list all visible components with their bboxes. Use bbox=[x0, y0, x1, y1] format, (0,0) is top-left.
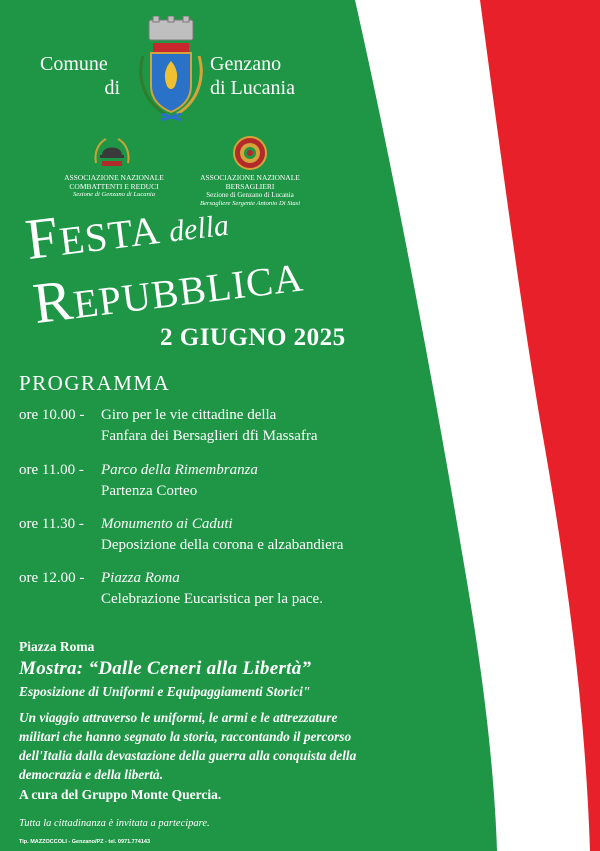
mostra-desc-line: dell'Italia dalla devastazione della guerra alla conquista della bbox=[19, 748, 357, 763]
mostra-desc-line: democrazia e della libertà. bbox=[19, 767, 164, 782]
program-time: ore 11.00 - bbox=[19, 462, 84, 478]
program-item bbox=[19, 568, 323, 610]
program-item bbox=[19, 514, 343, 556]
assoc-1-sub: Sezione di Genzano di Lucania bbox=[72, 191, 156, 198]
event-date: 2 GIUGNO 2025 bbox=[160, 324, 346, 351]
program-desc: Celebrazione Eucaristica per la pace. bbox=[101, 591, 323, 607]
title-della: della bbox=[167, 208, 231, 249]
title-repubblica-rest: EPUBBLICA bbox=[70, 254, 306, 328]
title-festa-rest: ESTA bbox=[57, 207, 161, 264]
mostra-location: Piazza Roma bbox=[19, 639, 95, 654]
program-place: Piazza Roma bbox=[101, 570, 180, 586]
program-desc: Fanfara dei Bersaglieri dfi Massafra bbox=[101, 428, 318, 444]
assoc-2-sub1: Sezione di Genzano di Lucania bbox=[206, 191, 294, 199]
assoc-2-line1: ASSOCIAZIONE NAZIONALE BERSAGLIERI bbox=[200, 173, 300, 191]
association-combattenti bbox=[60, 174, 168, 200]
mostra-curator: A cura del Gruppo Monte Quercia. bbox=[19, 787, 222, 802]
assoc-2-sub2: Bersagliere Sergente Antonio Di Stasi bbox=[199, 199, 301, 207]
mostra-title: Mostra: “Dalle Ceneri alla Libertà” bbox=[19, 658, 312, 679]
mostra-description bbox=[19, 708, 439, 784]
program-place: Giro per le vie cittadine della bbox=[101, 407, 277, 423]
program-desc: Deposizione della corona e alzabandiera bbox=[101, 537, 344, 553]
comune-left-line1: Comune bbox=[40, 53, 108, 75]
mostra-desc-line: militari che hanno segnato la storia, raccontando il percorso bbox=[19, 729, 352, 744]
helmet-wreath-emblem-icon bbox=[92, 133, 132, 169]
comune-right-line1: Genzano bbox=[210, 53, 282, 75]
invitation-note: Tutta la cittadinanza è invitata a partecipare. bbox=[19, 818, 210, 829]
comune-right-line2: di Lucania bbox=[210, 77, 295, 99]
comune-left bbox=[40, 52, 125, 100]
program-item bbox=[19, 405, 318, 447]
assoc-1-line2: COMBATTENTI E REDUCI bbox=[69, 181, 159, 191]
program-place: Parco della Rimembranza bbox=[101, 462, 258, 478]
bersaglieri-cockade-emblem-icon bbox=[232, 135, 268, 171]
program-place: Monumento ai Caduti bbox=[101, 516, 233, 532]
municipal-coat-of-arms-icon bbox=[135, 16, 207, 126]
programma-heading: PROGRAMMA bbox=[19, 371, 171, 395]
comune-right bbox=[210, 52, 320, 100]
program-time: ore 11.30 - bbox=[19, 516, 84, 532]
program-time: ore 10.00 - bbox=[19, 407, 85, 423]
mostra-desc-line: Un viaggio attraverso le uniformi, le armi e le attrezzature bbox=[19, 710, 338, 725]
title-repubblica-initial: R bbox=[29, 266, 77, 336]
title-festa-initial: F bbox=[22, 203, 64, 272]
program-time: ore 12.00 - bbox=[19, 570, 85, 586]
program-desc: Partenza Corteo bbox=[101, 483, 198, 499]
assoc-1-line1: ASSOCIAZIONE NAZIONALE bbox=[64, 173, 164, 182]
mostra-subtitle: Esposizione di Uniformi e Equipaggiamenti Storici" bbox=[19, 684, 311, 699]
program-item bbox=[19, 460, 258, 502]
comune-left-line2: di bbox=[104, 77, 120, 99]
printer-credit: Tip. MAZZOCCOLI - Genzano/PZ - tel. 0971.774143 bbox=[19, 839, 151, 845]
